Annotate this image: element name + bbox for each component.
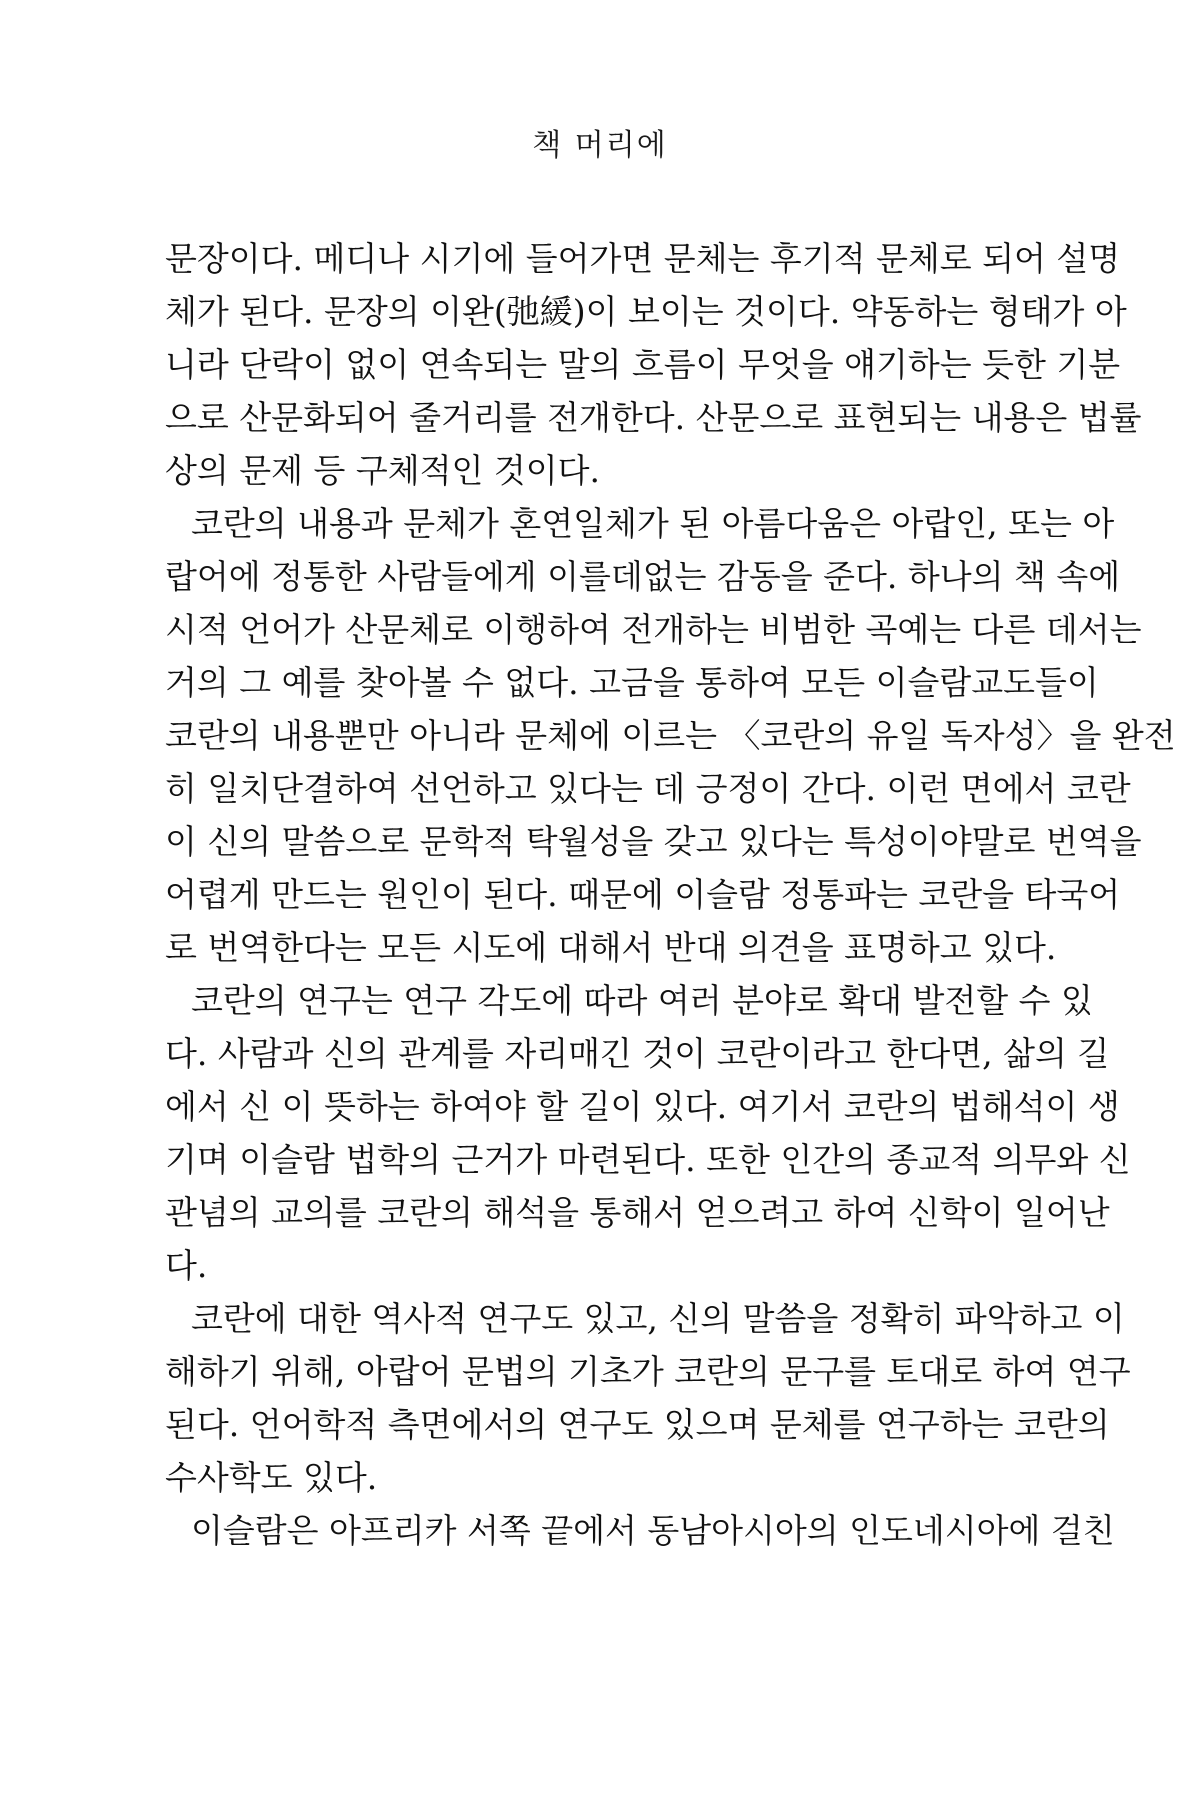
text-line: 히 일치단결하여 선언하고 있다는 데 긍정이 간다. 이런 면에서 코란 (165, 769, 1131, 808)
text-line: 이슬람은 아프리카 서쪽 끝에서 동남아시아의 인도네시아에 걸친 (191, 1511, 1115, 1550)
text-line: 으로 산문화되어 줄거리를 전개한다. 산문으로 표현되는 내용은 법률 (165, 398, 1142, 437)
text-line: 랍어에 정통한 사람들에게 이를데없는 감동을 준다. 하나의 책 속에 (165, 557, 1121, 596)
text-line: 로 번역한다는 모든 시도에 대해서 반대 의견을 표명하고 있다. (165, 928, 1057, 967)
text-line: 코란의 내용뿐만 아니라 문체에 이르는 〈코란의 유일 독자성〉을 완전 (165, 716, 1176, 755)
text-line: 시적 언어가 산문체로 이행하여 전개하는 비범한 곡예는 다른 데서는 (165, 610, 1142, 649)
text-line: 된다. 언어학적 측면에서의 연구도 있으며 문체를 연구하는 코란의 (165, 1405, 1110, 1444)
text-line: 이 신의 말씀으로 문학적 탁월성을 갖고 있다는 특성이야말로 번역을 (165, 822, 1142, 861)
text-line: 다. (165, 1246, 208, 1285)
running-header: 책 머리에 (532, 128, 668, 163)
text-line: 코란에 대한 역사적 연구도 있고, 신의 말씀을 정확히 파악하고 이 (191, 1299, 1125, 1338)
text-line: 체가 된다. 문장의 이완(弛緩)이 보이는 것이다. 약동하는 형태가 아 (165, 292, 1127, 331)
text-line: 다. 사람과 신의 관계를 자리매긴 것이 코란이라고 한다면, 삶의 길 (165, 1034, 1110, 1073)
text-line: 코란의 내용과 문체가 혼연일체가 된 아름다움은 아랍인, 또는 아 (191, 504, 1115, 543)
text-line: 상의 문제 등 구체적인 것이다. (165, 451, 600, 490)
text-line: 니라 단락이 없이 연속되는 말의 흐름이 무엇을 얘기하는 듯한 기분 (165, 345, 1121, 384)
text-line: 거의 그 예를 찾아볼 수 없다. 고금을 통하여 모든 이슬람교도들이 (165, 663, 1099, 702)
text-line: 해하기 위해, 아랍어 문법의 기초가 코란의 문구를 토대로 하여 연구 (165, 1352, 1131, 1391)
text-line: 어렵게 만드는 원인이 된다. 때문에 이슬람 정통파는 코란을 타국어 (165, 875, 1121, 914)
text-line: 관념의 교의를 코란의 해석을 통해서 얻으려고 하여 신학이 일어난 (165, 1193, 1110, 1232)
text-line: 코란의 연구는 연구 각도에 따라 여러 분야로 확대 발전할 수 있 (191, 981, 1093, 1020)
text-line: 에서 신 이 뜻하는 하여야 할 길이 있다. 여기서 코란의 법해석이 생 (165, 1087, 1120, 1126)
text-line: 문장이다. 메디나 시기에 들어가면 문체는 후기적 문체로 되어 설명 (165, 239, 1121, 278)
text-line: 기며 이슬람 법학의 근거가 마련된다. 또한 인간의 종교적 의무와 신 (165, 1140, 1131, 1179)
text-line: 수사학도 있다. (165, 1458, 378, 1497)
body-text (165, 232, 1176, 1557)
